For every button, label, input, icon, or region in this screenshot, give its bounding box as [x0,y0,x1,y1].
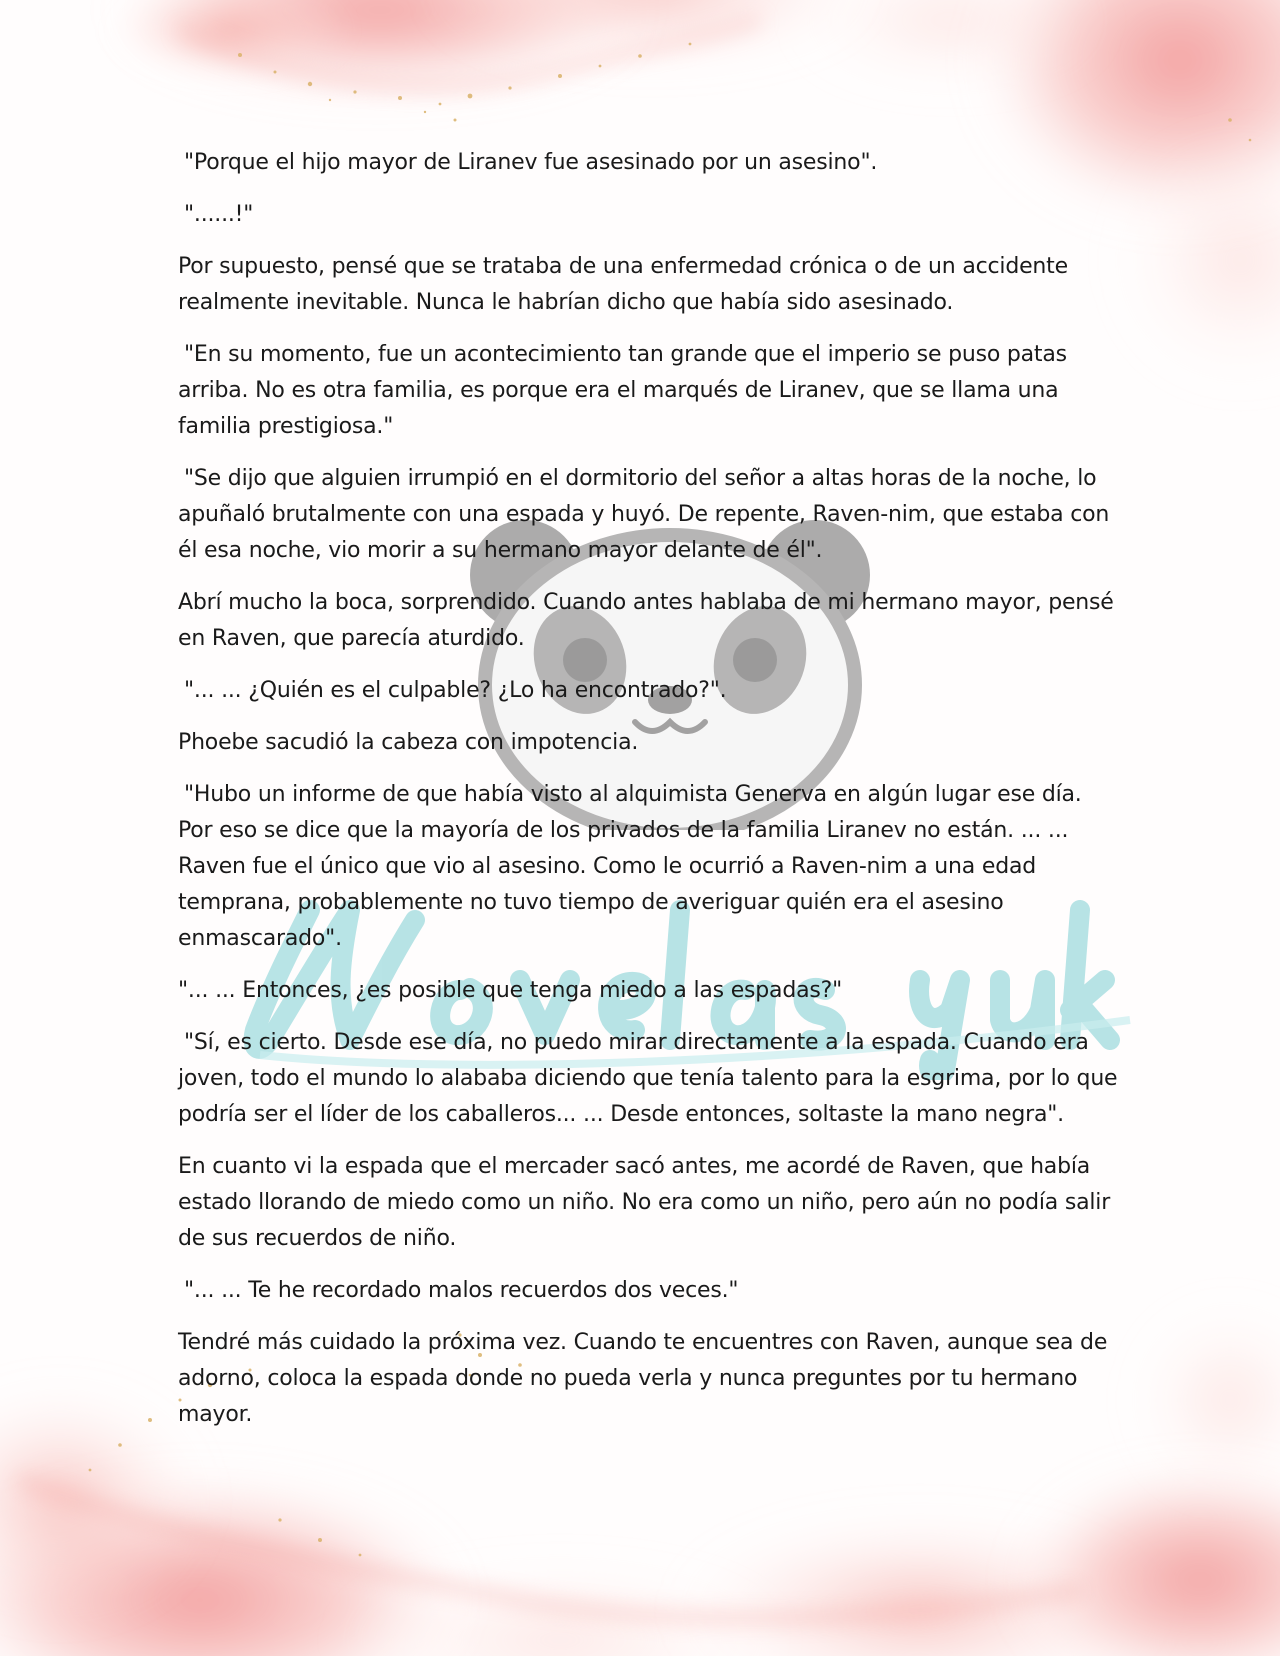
paragraph-13: "... ... Te he recordado malos recuerdos dos veces." [184,1278,739,1303]
paragraph-14: Tendré más cuidado la próxima vez. Cuando te encuentres con Raven, aunque sea de adorno, coloca la espada donde no pueda verla y nunca preguntes por tu hermano mayor. [178,1330,1108,1427]
paragraph-3: Por supuesto, pensé que se trataba de una enfermedad crónica o de un accidente realmente inevitable. Nunca le habrían dicho que había sido asesinado. [178,254,1068,315]
paragraph-6: Abrí mucho la boca, sorprendido. Cuando antes hablaba de mi hermano mayor, pensé en Raven, que parecía aturdido. [178,590,1114,651]
paragraph-5: "Se dijo que alguien irrumpió en el dormitorio del señor a altas horas de la noche, lo apuñaló brutalmente con una espada y huyó. De repente, Raven-nim, que estaba con él esa noche, vio morir a su hermano mayor delante de él". [178,466,1110,563]
paragraph-9: "Hubo un informe de que había visto al alquimista Generva en algún lugar ese día. Por eso se dice que la mayoría de los privados de la familia Liranev no están. ... ... Raven fue el único que vio al asesino. Como le ocurrió a Raven-nim a una edad temprana, probablemente no tuvo tiempo de averiguar quién era el asesino enmascarado". [178,782,1082,951]
paragraph-8: Phoebe sacudió la cabeza con impotencia. [178,730,639,755]
document-body [178,145,1118,1449]
paragraph-12: En cuanto vi la espada que el mercader sacó antes, me acordé de Raven, que había estado llorando de miedo como un niño. No era como un niño, pero aún no podía salir de sus recuerdos de niño. [178,1154,1111,1251]
paragraph-11: "Sí, es cierto. Desde ese día, no puedo mirar directamente a la espada. Cuando era joven, todo el mundo lo alababa diciendo que tenía talento para la esgrima, por lo que podría ser el líder de los caballeros... ... Desde entonces, soltaste la mano negra". [178,1030,1118,1127]
paragraph-7: "... ... ¿Quién es el culpable? ¿Lo ha encontrado?". [184,678,727,703]
paragraph-4: "En su momento, fue un acontecimiento tan grande que el imperio se puso patas arriba. No es otra familia, es porque era el marqués de Liranev, que se llama una familia prestigiosa." [178,342,1067,439]
paragraph-10: "... ... Entonces, ¿es posible que tenga miedo a las espadas?" [178,978,843,1003]
paragraph-1: "Porque el hijo mayor de Liranev fue asesinado por un asesino". [184,150,878,175]
paragraph-2: "......!" [184,202,254,227]
